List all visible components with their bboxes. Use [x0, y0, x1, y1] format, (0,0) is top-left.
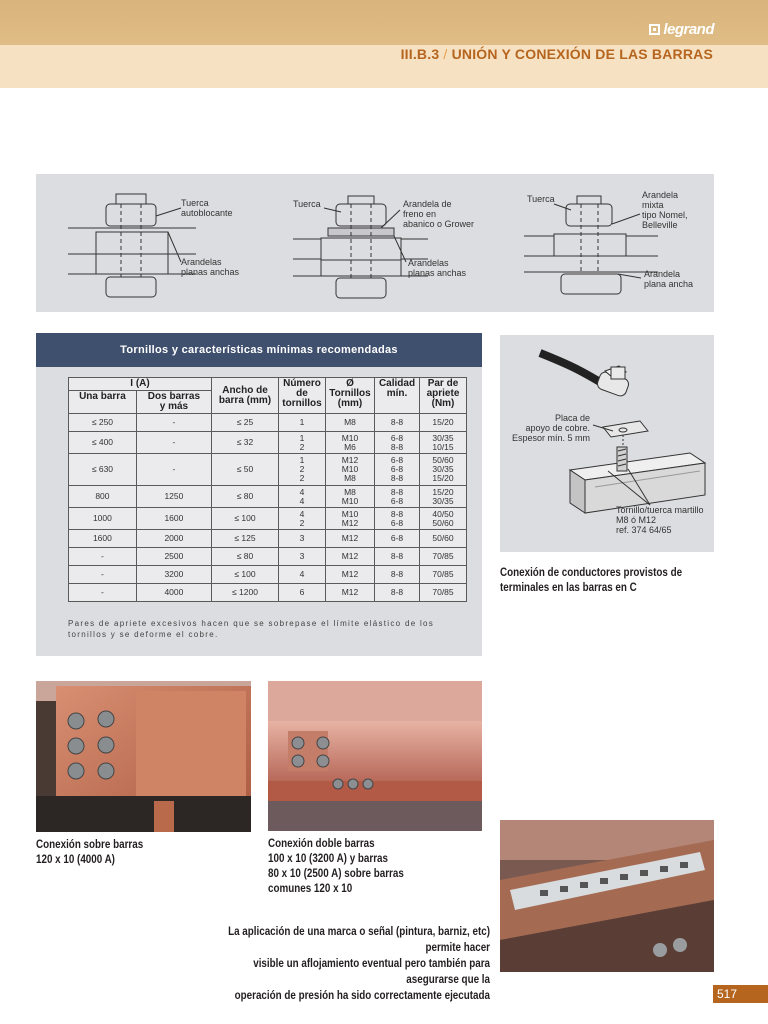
cell-dos-barras: 3200: [136, 566, 211, 584]
photo-1-caption: Conexión sobre barras 120 x 10 (4000 A): [36, 837, 144, 866]
photo-2-caption: Conexión doble barras 100 x 10 (3200 A) y barras 80 x 10 (2500 A) sobre barras comunes 120 x 10: [268, 836, 404, 895]
cell-calidad: 8-8: [375, 584, 420, 602]
label-arandela-freno: Arandela de freno en abanico o Grower: [403, 199, 475, 229]
cell-ancho: ≤ 100: [212, 566, 279, 584]
section-code: III.B.3: [400, 46, 440, 62]
photo-3-illustration: [500, 820, 714, 972]
cell-numero: 4 2: [279, 508, 326, 530]
cell-una-barra: ≤ 400: [69, 432, 137, 454]
cell-diametro: M12 M10 M8: [326, 454, 375, 486]
cell-una-barra: -: [69, 548, 137, 566]
header-calidad: Calidad mín.: [375, 378, 420, 414]
cell-calidad: 6-8 8-8: [375, 432, 420, 454]
cell-dos-barras: 1250: [136, 486, 211, 508]
section-separator: /: [443, 46, 448, 62]
cell-dos-barras: 2500: [136, 548, 211, 566]
table-row: [69, 584, 467, 602]
cell-par: 70/85: [420, 566, 467, 584]
photo-conexion-doble-barras: [268, 681, 482, 831]
label-tuerca-2: Tuerca: [293, 199, 321, 209]
bolt-spec-panel: [36, 333, 482, 656]
section-name: UNIÓN Y CONEXIÓN DE LAS BARRAS: [451, 46, 713, 62]
cell-numero: 3: [279, 530, 326, 548]
photo-marcado-tornillos: [500, 820, 714, 972]
header-una-barra: Una barra: [69, 391, 137, 414]
cell-una-barra: ≤ 630: [69, 454, 137, 486]
photo-1-illustration: [36, 681, 251, 832]
cell-numero: 4 4: [279, 486, 326, 508]
marking-note: [211, 923, 490, 1003]
label-tuerca-autoblocante: Tuerca autoblocante: [181, 198, 233, 218]
cell-una-barra: 1000: [69, 508, 137, 530]
bolt-diagram-drawing: [36, 174, 714, 312]
bolt-diagram-3: [524, 196, 658, 294]
cell-calidad: 8-8: [375, 566, 420, 584]
label-arandelas-planas-1: Arandelas planas anchas: [181, 257, 240, 277]
cell-par: 70/85: [420, 548, 467, 566]
cell-numero: 1: [279, 414, 326, 432]
cell-dos-barras: 2000: [136, 530, 211, 548]
photo-2-illustration: [268, 681, 482, 831]
header-numero: Número de tornillos: [279, 378, 326, 414]
legrand-logo-icon: [649, 24, 660, 35]
label-arandela-plana: Arandela plana ancha: [644, 269, 694, 289]
cell-numero: 3: [279, 548, 326, 566]
photo-conexion-barras-4000a: [36, 681, 251, 832]
label-arandela-mixta: Arandela mixta tipo Nomel, Belleville: [642, 190, 688, 230]
cell-ancho: ≤ 100: [212, 508, 279, 530]
label-tuerca-3: Tuerca: [527, 194, 555, 204]
cable-icon: [540, 353, 605, 385]
cell-par: 40/50 50/60: [420, 508, 467, 530]
cell-numero: 4: [279, 566, 326, 584]
header-dos-barras: Dos barras y más: [136, 391, 211, 414]
legrand-logo: [649, 21, 714, 38]
cell-calidad: 6-8 6-8 8-8: [375, 454, 420, 486]
cell-dos-barras: -: [136, 432, 211, 454]
cell-una-barra: -: [69, 566, 137, 584]
table-body: [69, 414, 467, 602]
cell-diametro: M12: [326, 566, 375, 584]
cell-dos-barras: 4000: [136, 584, 211, 602]
label-arandelas-planas-2: Arandelas planas anchas: [408, 258, 467, 278]
torque-footnote: Pares de apriete excesivos hacen que se sobrepase el límite elástico de los tornillos y se deforme el cobre.: [68, 619, 435, 639]
cell-ancho: ≤ 80: [212, 548, 279, 566]
cell-numero: 1 2 2: [279, 454, 326, 486]
table-row: [69, 432, 467, 454]
label-tornillo-martillo: Tornillo/tuerca martillo M8 ó M12 ref. 374 64/65: [616, 505, 704, 535]
cell-ancho: ≤ 125: [212, 530, 279, 548]
header-i: I (A): [69, 378, 212, 391]
cell-par: 15/20: [420, 414, 467, 432]
cell-calidad: 8-8 6-8: [375, 486, 420, 508]
cell-una-barra: 800: [69, 486, 137, 508]
cell-par: 50/60 30/35 15/20: [420, 454, 467, 486]
header-ancho: Ancho de barra (mm): [212, 378, 279, 414]
cell-par: 30/35 10/15: [420, 432, 467, 454]
c-rail-caption: Conexión de conductores provistos de terminales en las barras en C: [500, 565, 683, 594]
section-title: [401, 46, 713, 62]
header-par: Par de apriete (Nm): [420, 378, 467, 414]
c-rail-diagram: [500, 335, 714, 552]
cell-calidad: 8-8: [375, 548, 420, 566]
table-row: [69, 454, 467, 486]
cell-diametro: M8 M10: [326, 486, 375, 508]
cell-par: 70/85: [420, 584, 467, 602]
cell-ancho: ≤ 80: [212, 486, 279, 508]
cell-una-barra: ≤ 250: [69, 414, 137, 432]
cell-calidad: 8-8: [375, 414, 420, 432]
table-row: [69, 508, 467, 530]
cell-calidad: 8-8 6-8: [375, 508, 420, 530]
cell-una-barra: 1600: [69, 530, 137, 548]
bolt-assembly-diagrams: [36, 174, 714, 312]
cell-ancho: ≤ 25: [212, 414, 279, 432]
cell-dos-barras: 1600: [136, 508, 211, 530]
label-placa-apoyo: Placa de apoyo de cobre. Espesor mín. 5 mm: [511, 413, 590, 443]
cell-calidad: 6-8: [375, 530, 420, 548]
table-row: [69, 414, 467, 432]
cell-ancho: ≤ 32: [212, 432, 279, 454]
cell-diametro: M10 M12: [326, 508, 375, 530]
cell-una-barra: -: [69, 584, 137, 602]
cell-diametro: M10 M6: [326, 432, 375, 454]
header-diametro: Ø Tornillos (mm): [326, 378, 375, 414]
copper-plate-icon: [603, 421, 648, 437]
table-row: [69, 548, 467, 566]
cell-diametro: M12: [326, 530, 375, 548]
bolt-diagram-1: [68, 194, 196, 297]
cell-par: 15/20 30/35: [420, 486, 467, 508]
brand-name: legrand: [663, 21, 714, 38]
cell-ancho: ≤ 50: [212, 454, 279, 486]
cell-ancho: ≤ 1200: [212, 584, 279, 602]
cell-diametro: M12: [326, 584, 375, 602]
cell-diametro: M8: [326, 414, 375, 432]
cell-diametro: M12: [326, 548, 375, 566]
cell-numero: 6: [279, 584, 326, 602]
cell-dos-barras: -: [136, 454, 211, 486]
table-row: [69, 530, 467, 548]
marking-note-lines: La aplicación de una marca o señal (pintura, barniz, etc) permite hacer visible un aflojamiento eventual pero también para asegurarse que la operación de presión ha sido correctamente ejecutada: [228, 924, 490, 1002]
page-number: 517: [713, 985, 768, 1003]
cell-par: 50/60: [420, 530, 467, 548]
cell-dos-barras: -: [136, 414, 211, 432]
cell-numero: 1 2: [279, 432, 326, 454]
table-title: Tornillos y características mínimas recomendadas: [36, 333, 482, 367]
bolt-spec-table: [68, 377, 467, 602]
table-row: [69, 566, 467, 584]
table-row: [69, 486, 467, 508]
